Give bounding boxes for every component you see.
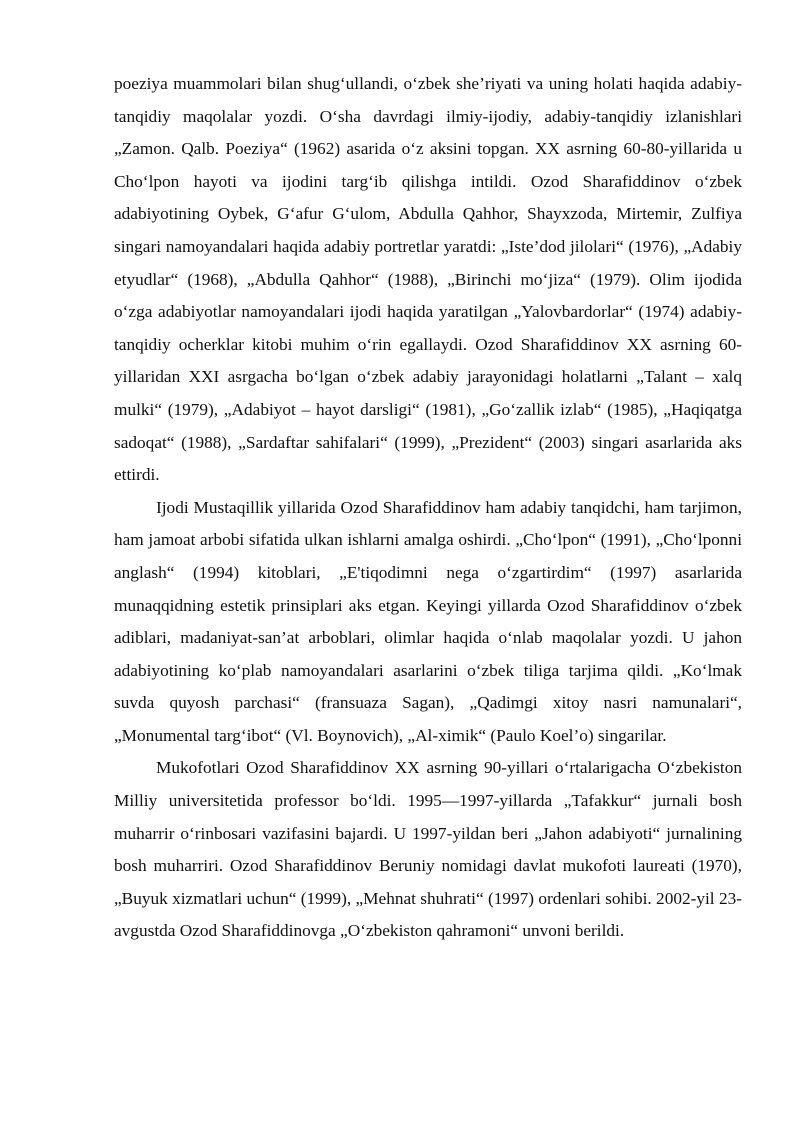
- paragraph-2: Ijodi Mustaqillik yillarida Ozod Sharafiddinov ham adabiy tanqidchi, ham tarjimon, ham jamoat arbobi sifatida ulkan ishlarni amalga oshirdi. „Cho‘lpon“ (1991), „Cho‘lponni anglash“ (1994) kitoblari, „E'tiqodimni nega o‘zgartirdim“ (1997) asarlarida munaqqidning estetik prinsiplari aks etgan. Keyingi yillarda Ozod Sharafiddinov o‘zbek adiblari, madaniyat-san’at arboblari, olimlar haqida o‘nlab maqolalar yozdi. U jahon adabiyotining ko‘plab namoyandalari asarlarini o‘zbek tiliga tarjima qildi. „Ko‘lmak suvda quyosh parchasi“ (fransuaza Sagan), „Qadimgi xitoy nasri namunalari“, „Monumental targ‘ibot“ (Vl. Boynovich), „Al-ximik“ (Paulo Koel’o) singarilar.: [114, 497, 742, 745]
- document-page: [114, 68, 742, 948]
- paragraph-3: Mukofotlari Ozod Sharafiddinov XX asrning 90-yillari o‘rtalarigacha O‘zbekiston Milliy universitetida professor bo‘ldi. 1995—1997-yillarda „Tafakkur“ jurnali bosh muharrir o‘rinbosari vazifasini bajardi. U 1997-yildan beri „Jahon adabiyoti“ jurnalining bosh muharriri. Ozod Sharafiddinov Beruniy nomidagi davlat mukofoti laureati (1970), „Buyuk xizmatlari uchun“ (1999), „Mehnat shuhrati“ (1997) ordenlari sohibi. 2002-yil 23-avgustda Ozod Sharafiddinovga „O‘zbekiston qahramoni“ unvoni berildi.: [114, 758, 742, 941]
- paragraph-1: poeziya muammolari bilan shug‘ullandi, o‘zbek she’riyati va uning holati haqida adabiy-tanqidiy maqolalar yozdi. O‘sha davrdagi ilmiy-ijodiy, adabiy-tanqidiy izlanishlari „Zamon. Qalb. Poeziya“ (1962) asarida o‘z aksini topgan. XX asrning 60-80-yillarida u Cho‘lpon hayoti va ijodini targ‘ib qilishga intildi. Ozod Sharafiddinov o‘zbek adabiyotining Oybek, G‘afur G‘ulom, Abdulla Qahhor, Shayxzoda, Mirtemir, Zulfiya singari namoyandalari haqida adabiy portretlar yaratdi: „Iste’dod jilolari“ (1976), „Adabiy etyudlar“ (1968), „Abdulla Qahhor“ (1988), „Birinchi mo‘jiza“ (1979). Olim ijodida o‘zga adabiyotlar namoyandalari ijodi haqida yaratilgan „Yalovbardorlar“ (1974) adabiy-tanqidiy ocherklar kitobi muhim o‘rin egallaydi. Ozod Sharafiddinov XX asrning 60-yillaridan XXI asrgacha bo‘lgan o‘zbek adabiy jarayonidagi holatlarni „Talant – xalq mulki“ (1979), „Adabiyot – hayot darsligi“ (1981), „Go‘zallik izlab“ (1985), „Haqiqatga sadoqat“ (1988), „Sardaftar sahifalari“ (1999), „Prezident“ (2003) singari asarlarida aks ettirdi.: [114, 74, 742, 485]
